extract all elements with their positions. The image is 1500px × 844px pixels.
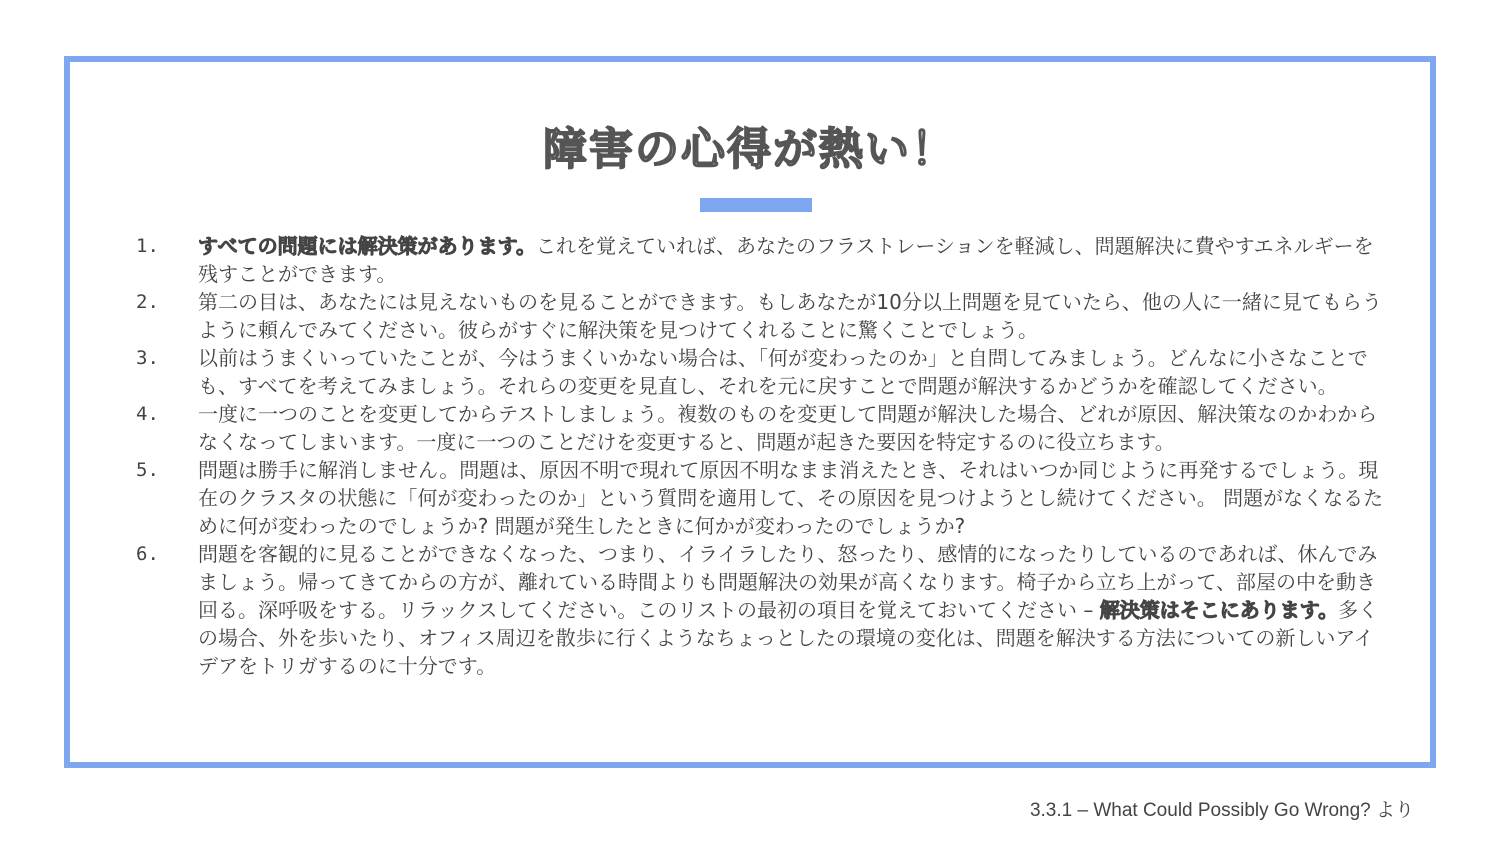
source-citation: 3.3.1 – What Could Possibly Go Wrong? より	[1029, 800, 1414, 821]
slide-title: 障害の心得が熱い！	[543, 124, 957, 175]
tips-list	[136, 232, 1392, 680]
list-item-number: 2.	[136, 291, 159, 313]
highlighted-text: 解決策はそこにあります。	[1099, 598, 1339, 622]
list-item-text: 第二の目は、あなたには見えないものを見ることができます。もしあなたが10分以上問題を見ていたら、他の人に一緒に見てもらうように頼んでみてください。彼らがすぐに解決策を見つけてくれることに驚くことでしょう。	[198, 290, 1382, 342]
list-item-text: 問題は勝手に解消しません。問題は、原因不明で現れて原因不明なまま消えたとき、それはいつか同じように再発するでしょう。現在のクラスタの状態に「何が変わったのか」という質問を適用して、その原因を見つけようとし続けてください。 問題がなくなるために何が変わったのでしょうか? 問題が発生したときに何かが変わったのでしょうか?	[198, 458, 1384, 538]
list-item-text	[198, 540, 1392, 680]
list-item	[136, 400, 1392, 456]
slide-frame	[64, 56, 1436, 768]
list-item-text: 一度に一つのことを変更してからテストしましょう。複数のものを変更して問題が解決した場合、どれが原因、解決策なのかわからなくなってしまいます。一度に一つのことだけを変更すると、問題が起きた要因を特定するのに役立ちます。	[198, 402, 1378, 454]
list-item-body: これを覚えていれば、あなたのフラストレーションを軽減し、問題解決に費やすエネルギーを残すことができます。	[198, 234, 1374, 286]
list-item-number: 3.	[136, 347, 159, 369]
list-item-number: 6.	[136, 543, 159, 565]
list-item-body-after: 多くの場合、外を歩いたり、オフィス周辺を散歩に行くようなちょっとしたの環境の変化は、問題を解決する方法についての新しいアイデアをトリガするのに十分です。	[198, 598, 1379, 678]
list-item-number: 4.	[136, 403, 159, 425]
list-item	[136, 232, 1392, 288]
list-item-number: 1.	[136, 235, 159, 257]
title-underline-bar	[700, 198, 812, 212]
list-item-body: 問題を客観的に見ることができなくなった、つまり、イライラしたり、怒ったり、感情的になったりしているのであれば、休んでみましょう。帰ってきてからの方が、離れている時間よりも問題解決の効果が高くなります。椅子から立ち上がって、部屋の中を動き回る。深呼吸をする。リラックスしてください。このリストの最初の項目を覚えておいてください –	[198, 542, 1378, 622]
list-item	[136, 456, 1392, 540]
list-item-number: 5.	[136, 459, 159, 481]
list-item	[136, 288, 1392, 344]
list-item-text	[198, 232, 1392, 288]
list-item-text: 以前はうまくいっていたことが、今はうまくいかない場合は、「何が変わったのか」と自問してみましょう。どんなに小さなことでも、すべてを考えてみましょう。それらの変更を見直し、それを元に戻すことで問題が解決するかどうかを確認してください。	[198, 346, 1368, 398]
list-item	[136, 344, 1392, 400]
highlighted-text: すべての問題には解決策があります。	[198, 234, 536, 258]
list-item	[136, 540, 1392, 680]
